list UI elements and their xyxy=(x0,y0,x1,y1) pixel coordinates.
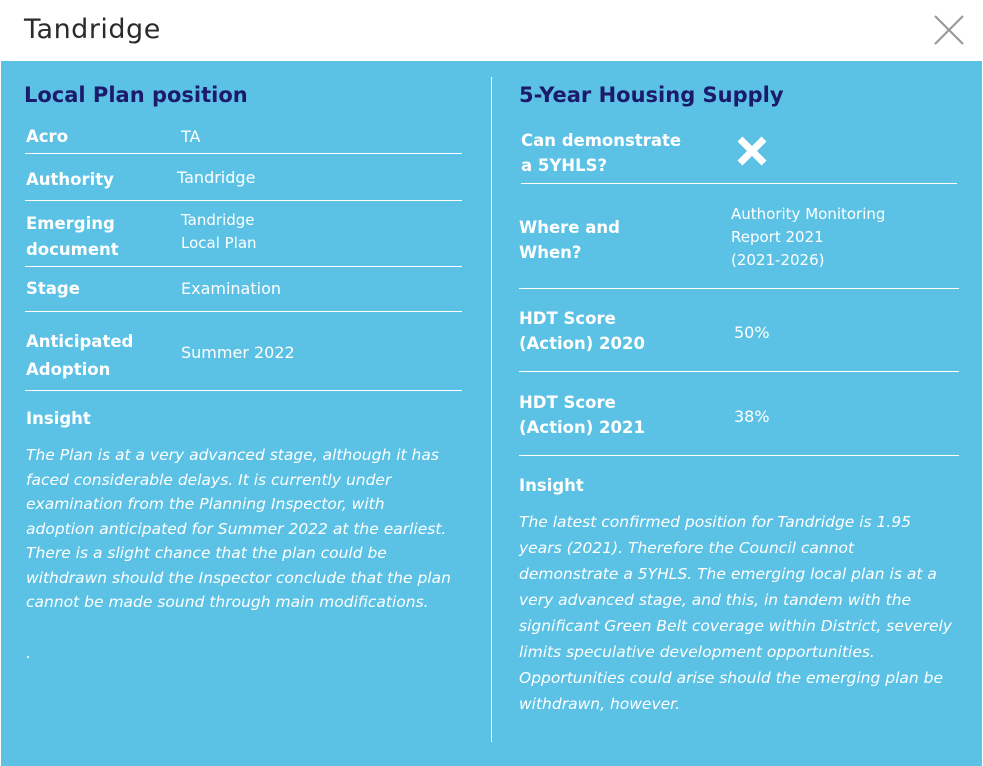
where-when-label: Where and When? xyxy=(519,218,620,262)
right-insight-text: The latest confirmed position for Tandridge is 1.95 years (2021). Therefore the Council cannot demonstrate a 5YHLS. The emerging local plan is at a very advanced stage, and this, in tandem with the significant Green Belt coverage within District, severely limits speculative development opportunities. Opportunities could arise should the emerging plan be withdrawn, however. xyxy=(519,513,952,713)
hdt-2020-value: 50% xyxy=(734,323,770,342)
row-divider xyxy=(25,266,462,267)
close-icon[interactable] xyxy=(933,14,965,46)
hdt-2020-label: HDT Score (Action) 2020 xyxy=(519,309,645,353)
stage-value: Examination xyxy=(181,279,282,298)
hdt-2021-label: HDT Score (Action) 2021 xyxy=(519,393,645,437)
row-divider xyxy=(25,390,462,391)
emerging-document-value: Tandridge Local Plan xyxy=(181,211,257,252)
emerging-document-label: Emerging document xyxy=(26,214,119,259)
row-divider xyxy=(25,153,462,154)
acro-label: Acro xyxy=(26,127,69,146)
row-divider xyxy=(519,288,959,289)
can-demonstrate-label: Can demonstrate a 5YHLS? xyxy=(521,131,682,175)
housing-supply-heading: 5-Year Housing Supply xyxy=(519,83,784,107)
authority-value: Tandridge xyxy=(177,168,256,187)
anticipated-adoption-label: Anticipated Adoption xyxy=(26,332,134,379)
cross-icon xyxy=(735,134,769,168)
stage-label: Stage xyxy=(26,279,80,298)
hdt-2021-value: 38% xyxy=(734,407,770,426)
left-insight-text: The Plan is at a very advanced stage, although it has faced considerable delays. It is currently under examination from the Planning Inspector, with adoption anticipated for Summer 2022 at the earliest. There is a slight chance that the plan could be withdrawn should the Inspector conclude that the plan cannot be made sound through main modifications. xyxy=(26,446,451,611)
modal-title: Tandridge xyxy=(24,14,161,45)
authority-label: Authority xyxy=(26,170,114,189)
left-insight-trailing: . xyxy=(26,644,31,662)
anticipated-adoption-value: Summer 2022 xyxy=(181,343,295,362)
left-insight-label: Insight xyxy=(26,409,91,428)
right-insight-label: Insight xyxy=(519,476,584,495)
acro-value: TA xyxy=(181,127,201,146)
where-when-value: Authority Monitoring Report 2021 (2021-2026) xyxy=(731,205,886,269)
row-divider xyxy=(519,371,959,372)
modal-header xyxy=(0,0,983,61)
row-divider xyxy=(519,455,959,456)
content-panel xyxy=(1,61,982,766)
row-divider xyxy=(25,311,462,312)
column-divider xyxy=(491,77,492,742)
row-divider xyxy=(25,200,462,201)
row-divider xyxy=(521,183,957,184)
local-plan-heading: Local Plan position xyxy=(24,83,248,107)
